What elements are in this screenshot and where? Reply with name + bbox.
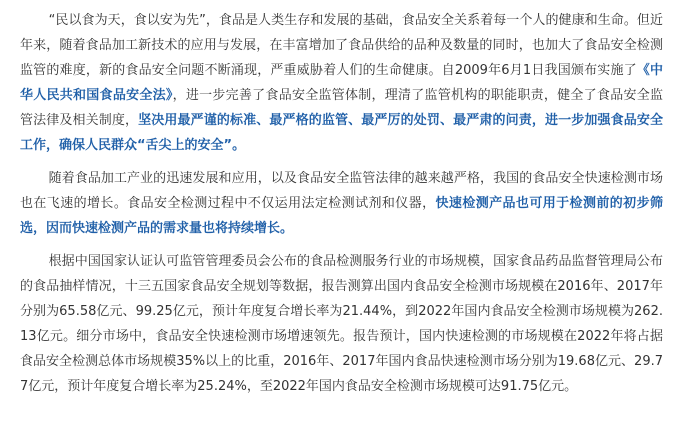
highlighted-rapid-testing-demand: 快速检测产品也可用于检测前的初步筛选，因而快速检测产品的需求量也将持续增长。 bbox=[20, 196, 663, 236]
paragraph-food-safety-law bbox=[20, 8, 663, 158]
text-segment: “民以食为天，食以安为先”，食品是人类生存和发展的基础，食品安全关系着每一个人的健康和生命。但近年来，随着食品加工新技术的应用与发展，在丰富增加了食品供给的品种及数量的同时，也加大了食品安全检测监管的难度，新的食品安全问题不断涌现，严重威胁着人们的生命健康。自2009年6月1日我国颁布实施了 bbox=[20, 13, 663, 78]
text-segment: 随着食品加工产业的迅速发展和应用，以及食品安全监管法律的越来越严格，我国的食品安全快速检测市场也在飞速的增长。食品安全检测过程中不仅运用法定检测试剂和仪器， bbox=[20, 171, 663, 211]
highlighted-law-title: 《中华人民共和国食品安全法》 bbox=[20, 63, 663, 103]
text-segment: 根据中国国家认证认可监管管理委员会公布的食品检测服务行业的市场规模，国家食品药品监督管理局公布的食品抽样情况，十三五国家食品安全规划等数据，报告测算出国内食品安全检测市场规模在2016年、2017年分别为65.58亿元、99.25亿元，预计年度复合增长率为21.44%，到2022年国内食品安全检测市场规模为262.13亿元。细分市场中，食品安全快速检测市场增速领先。报告预计，国内快速检测的市场规模在2022年将占据食品安全检测总体市场规模35%以上的比重，2016年、2017年国内食品快速检测市场分别为19.68亿元、29.77亿元，预计年度复合增长率为25.24%，至2022年国内食品安全检测市场规模可达91.75亿元。 bbox=[20, 254, 663, 394]
paragraph-market-size bbox=[20, 249, 663, 399]
text-segment: ，进一步完善了食品安全监管体制，理清了监管机构的职能职责，健全了食品安全监管法律及相关制度， bbox=[20, 88, 663, 128]
highlighted-policy-statement: 坚决用最严谨的标准、最严格的监管、最严厉的处罚、最严肃的问责，进一步加强食品安全工作，确保人民群众“舌尖上的安全”。 bbox=[20, 113, 663, 153]
paragraph-rapid-testing-growth bbox=[20, 166, 663, 241]
